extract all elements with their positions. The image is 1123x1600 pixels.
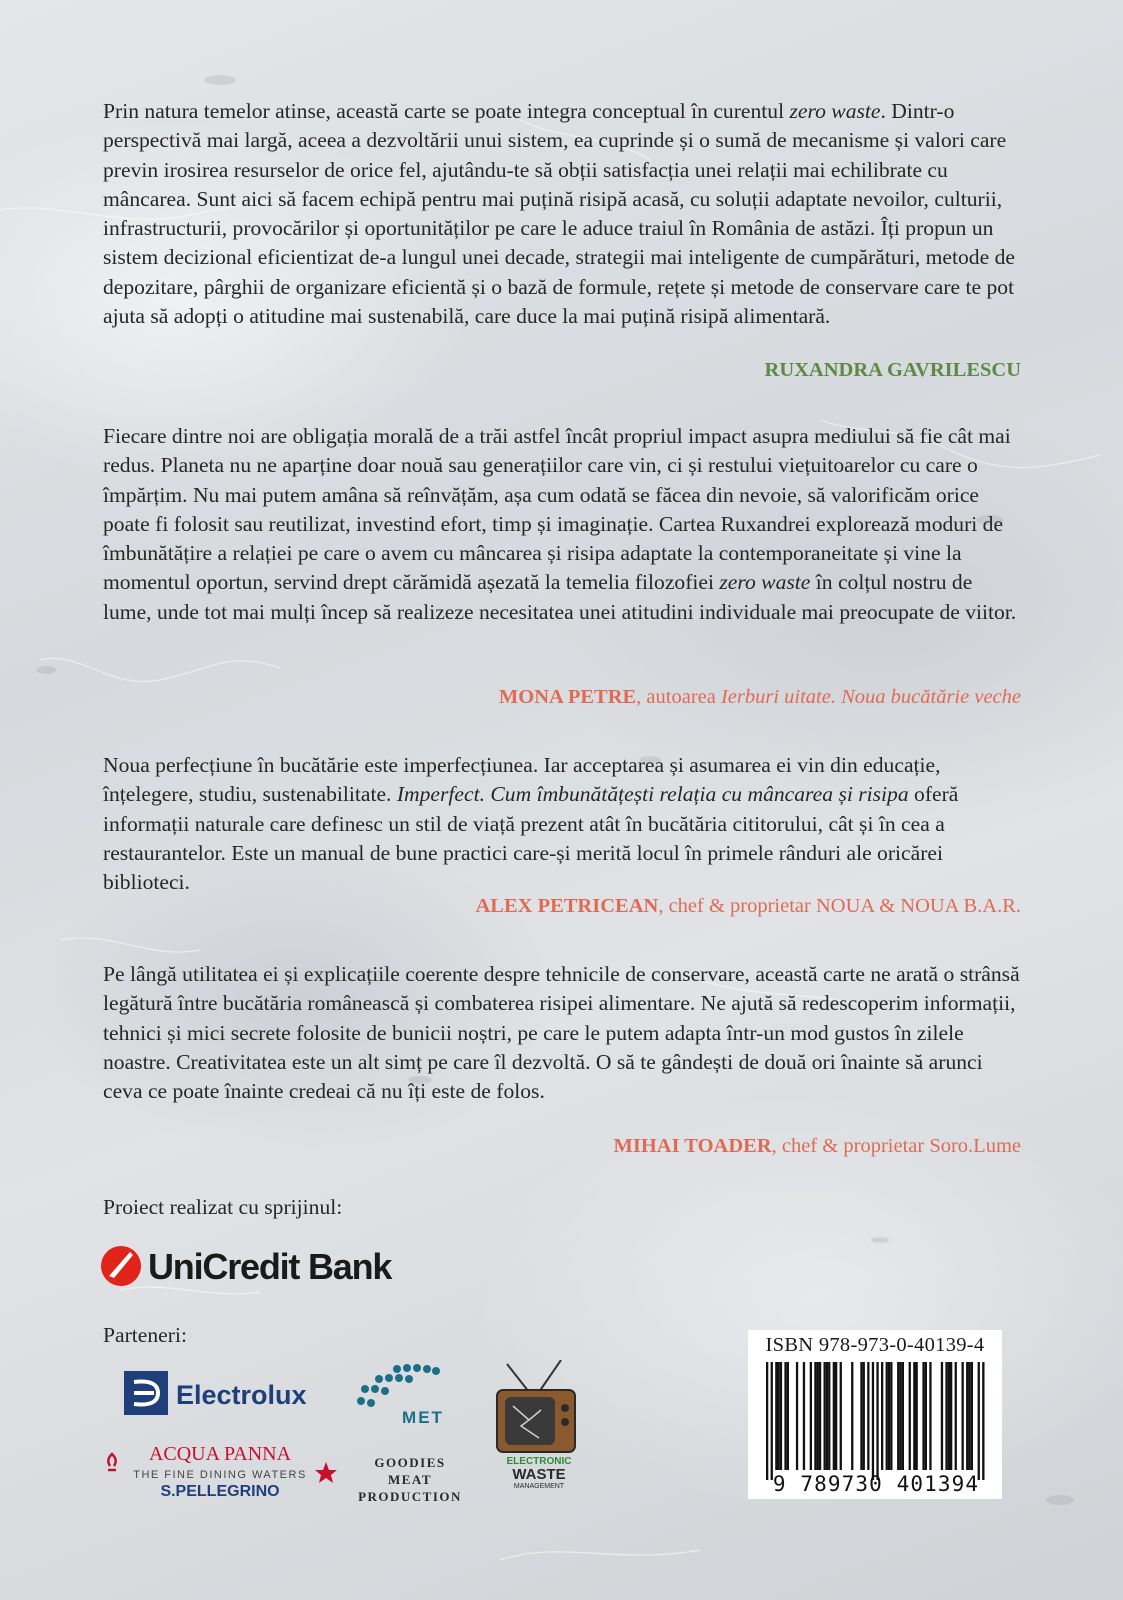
goodies-word-3: PRODUCTION	[358, 1489, 462, 1504]
barcode-bar	[835, 1362, 837, 1470]
barcode-bar	[840, 1362, 842, 1470]
red-star-icon	[315, 1462, 337, 1483]
pellegrino-wordmark: S.PELLEGRINO	[160, 1483, 280, 1500]
quote-signature: ALEX PETRICEAN, chef & proprietar NOUA & NOUA B.A.R.	[475, 895, 1021, 917]
barcode-bar	[955, 1362, 957, 1470]
quote-text: Fiecare dintre noi are obligația morală de a trăi astfel încât propriul impact asupra mediului să fie cât mai redus. Planeta nu ne aparține doar nouă sau generațiilor care vin, ci și restului viețuitoarelor cu care o împărțim. Nu mai putem amâna să reînvățăm, așa cum odată se făcea din nevoie, să valorificăm orice poate fi folosit sau reutilizat, investind efort, timp și imaginație. Cartea Ruxandrei explorează moduri de îmbunătățire a relației pe care o avem cu mâncarea și risipa adaptate la contemporaneitate și vine la momentul oportun, servind drept cărămidă așezată la temelia filozofiei zero waste în colțul nostru de lume, unde tot mai mulți încep să realizeze necesitatea unei atitudini individuale mai preocupate de viitor.	[103, 424, 1017, 624]
barcode-bar	[913, 1362, 915, 1470]
unicredit-bank-logo	[100, 1243, 420, 1289]
barcode-bar	[968, 1362, 970, 1470]
goodies-word-1: GOODIES	[374, 1455, 446, 1470]
barcode-bar	[860, 1362, 862, 1470]
quote-author: MIHAI TOADER	[613, 1135, 772, 1157]
isbn-barcode	[748, 1330, 1002, 1499]
fleur-de-lis-icon	[108, 1454, 116, 1470]
electrolux-wordmark: Electrolux	[176, 1380, 307, 1410]
quote-signature: MONA PETRE, autoarea Ierburi uitate. Noua bucătărie veche	[498, 686, 1021, 708]
barcode-bar	[784, 1362, 786, 1470]
quote-text: Prin natura temelor atinse, această carte se poate integra conceptual în curentul zero waste. Dintr-o perspectivă mai largă, aceea a dezvoltării unui sistem, ea cuprinde și o sumă de mecanisme și valori care previn irosirea resurselor de orice fel, ajutându-te să obții satisfacția unei relații mai echilibrate cu mâncarea. Sunt aici să facem echipă pentru mai puțină risipă acasă, cu soluții adaptate nevoilor, culturii, infrastructurii, provocărilor și oportunităților pe care le aduce traiul în România de astăzi. Îți propun un sistem decizional eficientizat de-a lungul unei decade, strategii mai inteligente de cumpărături, metode de depozitare, pârghii de organizare eficientă și o bază de formule, rețete și metode de conservare care te pot ajuta să adopți o atitudine mai sustenabilă, care duce la mai puțină risipă alimentară.	[103, 99, 1015, 329]
broken-tv-icon	[497, 1360, 575, 1452]
barcode-bar	[824, 1362, 826, 1470]
barcode-bar	[925, 1362, 927, 1470]
quote-text: Noua perfecțiune în bucătărie este imperfecțiunea. Iar acceptarea și asumarea ei vin din educație, înțelegere, studiu, sustenabilitate. Imperfect. Cum îmbunătățești relația cu mâncarea și risipa oferă informații naturale care definesc un stil de viață prezent atât în bucătăria cititorului, cât și în cea a restaurantelor. Este un manual de bune practici care-și merită locul în primele rânduri ale oricărei biblioteci.	[103, 753, 959, 895]
barcode-bar	[899, 1362, 901, 1470]
barcode-bar	[909, 1362, 911, 1470]
barcode-bar	[766, 1362, 768, 1480]
barcode-bar	[872, 1362, 874, 1480]
barcode-bar	[817, 1362, 819, 1470]
barcode-bar	[888, 1362, 890, 1470]
fine-dining-tagline: THE FINE DINING WATERS	[133, 1469, 307, 1481]
met-dots-icon	[357, 1364, 440, 1407]
barcode-bar	[941, 1362, 943, 1470]
barcode-bars	[748, 1362, 1002, 1482]
electronic-waste-logo	[495, 1360, 595, 1490]
barcode-bar	[867, 1362, 869, 1470]
partners-label: Parteneri:	[103, 1323, 187, 1347]
barcode-bar	[819, 1362, 821, 1470]
quote-author: RUXANDRA GAVRILESCU	[764, 359, 1021, 381]
barcode-bar	[771, 1362, 773, 1480]
barcode-bar	[833, 1362, 835, 1470]
met-logo	[355, 1361, 455, 1429]
barcode-bar	[962, 1362, 964, 1470]
electrolux-logo	[124, 1371, 324, 1417]
acqua-panna-pellegrino-logo	[100, 1440, 340, 1500]
barcode-bar	[922, 1362, 924, 1470]
barcode-bar	[929, 1362, 931, 1470]
unicredit-wordmark: UniCredit Bank	[148, 1246, 392, 1287]
quote-text: Pe lângă utilitatea ei și explicațiile coerente despre tehnicile de conservare, această carte ne arată o strânsă legătură între bucătăria românească și combaterea risipei alimentare. Ne ajută să redescoperim informații, tehnici și mici secrete folosite de bunicii noștri, pe care le putem adapta într-un mod gustos în zilele noastre. Creativitatea este un alt simț pe care îl dezvoltă. O să te gândești de două ori înainte să arunci ceva ce poate înainte credeai că nu îți este de folos.	[103, 962, 1020, 1104]
quote-signature	[765, 359, 1021, 382]
quote-block-4	[103, 960, 1021, 1106]
barcode-bar	[966, 1362, 968, 1470]
isbn-label: ISBN 978-973-0-40139-4	[765, 1334, 985, 1356]
support-label: Proiect realizat cu sprijinul:	[103, 1195, 343, 1219]
barcode-bar	[902, 1362, 904, 1470]
quote-signature: MIHAI TOADER, chef & proprietar Soro.Lume	[613, 1135, 1021, 1157]
goodies-meat-production-logo	[350, 1453, 470, 1509]
barcode-bar	[863, 1362, 865, 1470]
barcode-bar	[982, 1362, 984, 1480]
met-wordmark: MET	[402, 1408, 444, 1427]
barcode-bar	[886, 1362, 888, 1470]
barcode-bar	[826, 1362, 828, 1470]
barcode-bar	[945, 1362, 947, 1470]
quote-block-1	[103, 97, 1021, 331]
ewaste-word-2: WASTE	[512, 1466, 566, 1483]
barcode-bar	[810, 1362, 812, 1470]
quote-author: ALEX PETRICEAN	[475, 895, 659, 917]
ewaste-word-1: ELECTRONIC	[506, 1456, 572, 1467]
barcode-bar	[948, 1362, 950, 1470]
barcode-bar	[828, 1362, 830, 1470]
barcode-bar	[916, 1362, 918, 1470]
acqua-panna-wordmark: ACQUA PANNA	[148, 1443, 292, 1465]
barcode-bar	[881, 1362, 883, 1470]
quote-author: MONA PETRE	[498, 686, 637, 708]
barcode-bar	[950, 1362, 952, 1470]
barcode-bar	[775, 1362, 777, 1470]
quote-block-2	[103, 422, 1021, 627]
ewaste-word-3: MANAGEMENT	[513, 1483, 565, 1490]
barcode-bar	[890, 1362, 892, 1470]
barcode-bar	[796, 1362, 798, 1470]
barcode-bar	[780, 1362, 782, 1470]
barcode-bar	[787, 1362, 789, 1470]
barcode-bar	[876, 1362, 878, 1480]
barcode-bar	[897, 1362, 899, 1470]
goodies-word-2: MEAT	[387, 1472, 433, 1487]
barcode-bar	[971, 1362, 973, 1470]
barcode-bar	[803, 1362, 805, 1470]
quote-block-3	[103, 751, 1021, 897]
barcode-bar	[814, 1362, 816, 1470]
barcode-bar	[778, 1362, 780, 1470]
barcode-bar	[851, 1362, 853, 1470]
barcode-bar	[978, 1362, 980, 1480]
barcode-digits: 9 789730 401394	[772, 1472, 980, 1496]
